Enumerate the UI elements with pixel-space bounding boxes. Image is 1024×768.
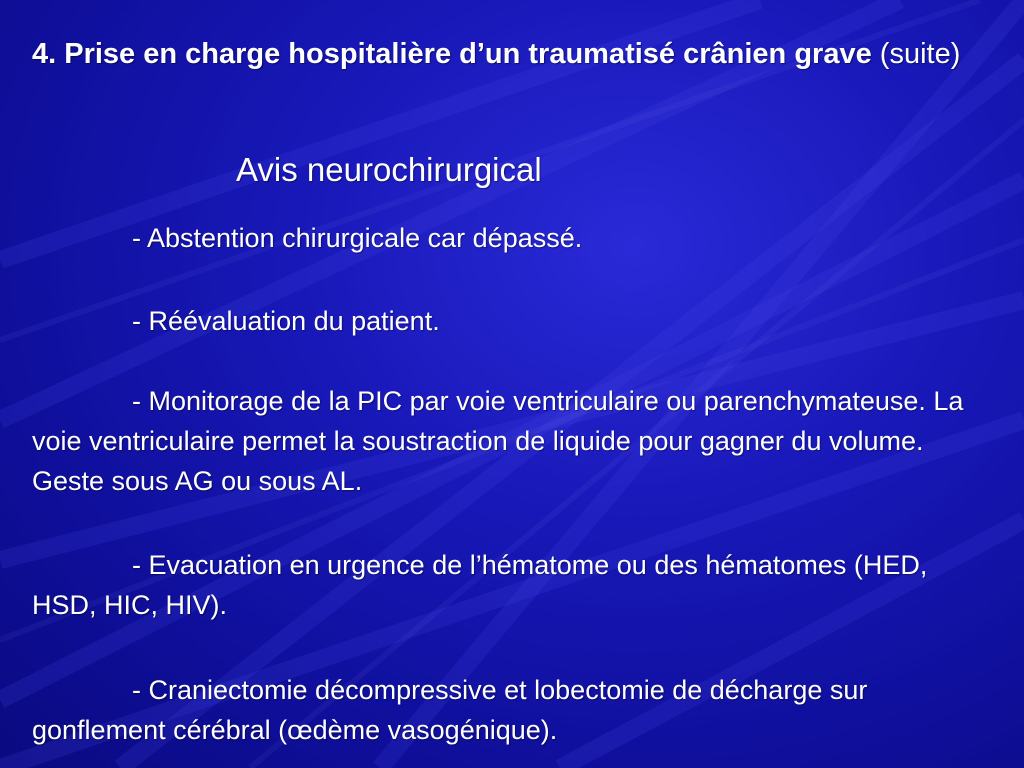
slide-title-suffix: (suite) (879, 38, 961, 70)
slide-subtitle: Avis neurochirurgical (236, 151, 542, 188)
bullet-item: - Evacuation en urgence de l’hématome ou des hématomes (HED, HSD, HIC, HIV). (32, 550, 928, 620)
slide-title-main: 4. Prise en charge hospitalière d’un traumatisé crânien grave (32, 38, 872, 70)
bullet-item: - Monitorage de la PIC par voie ventriculaire ou parenchymateuse. La voie ventriculaire permet la soustraction de liquide pour gagner du volume. Geste sous AG ou sous AL. (32, 386, 964, 496)
bullet-item: - Abstention chirurgicale car dépassé. (132, 223, 583, 253)
bullet-item: - Réévaluation du patient. (132, 306, 440, 336)
slide-title (32, 36, 992, 73)
bullet-item: - Craniectomie décompressive et lobectomie de décharge sur gonflement cérébral (œdème vasogénique). (32, 675, 868, 745)
